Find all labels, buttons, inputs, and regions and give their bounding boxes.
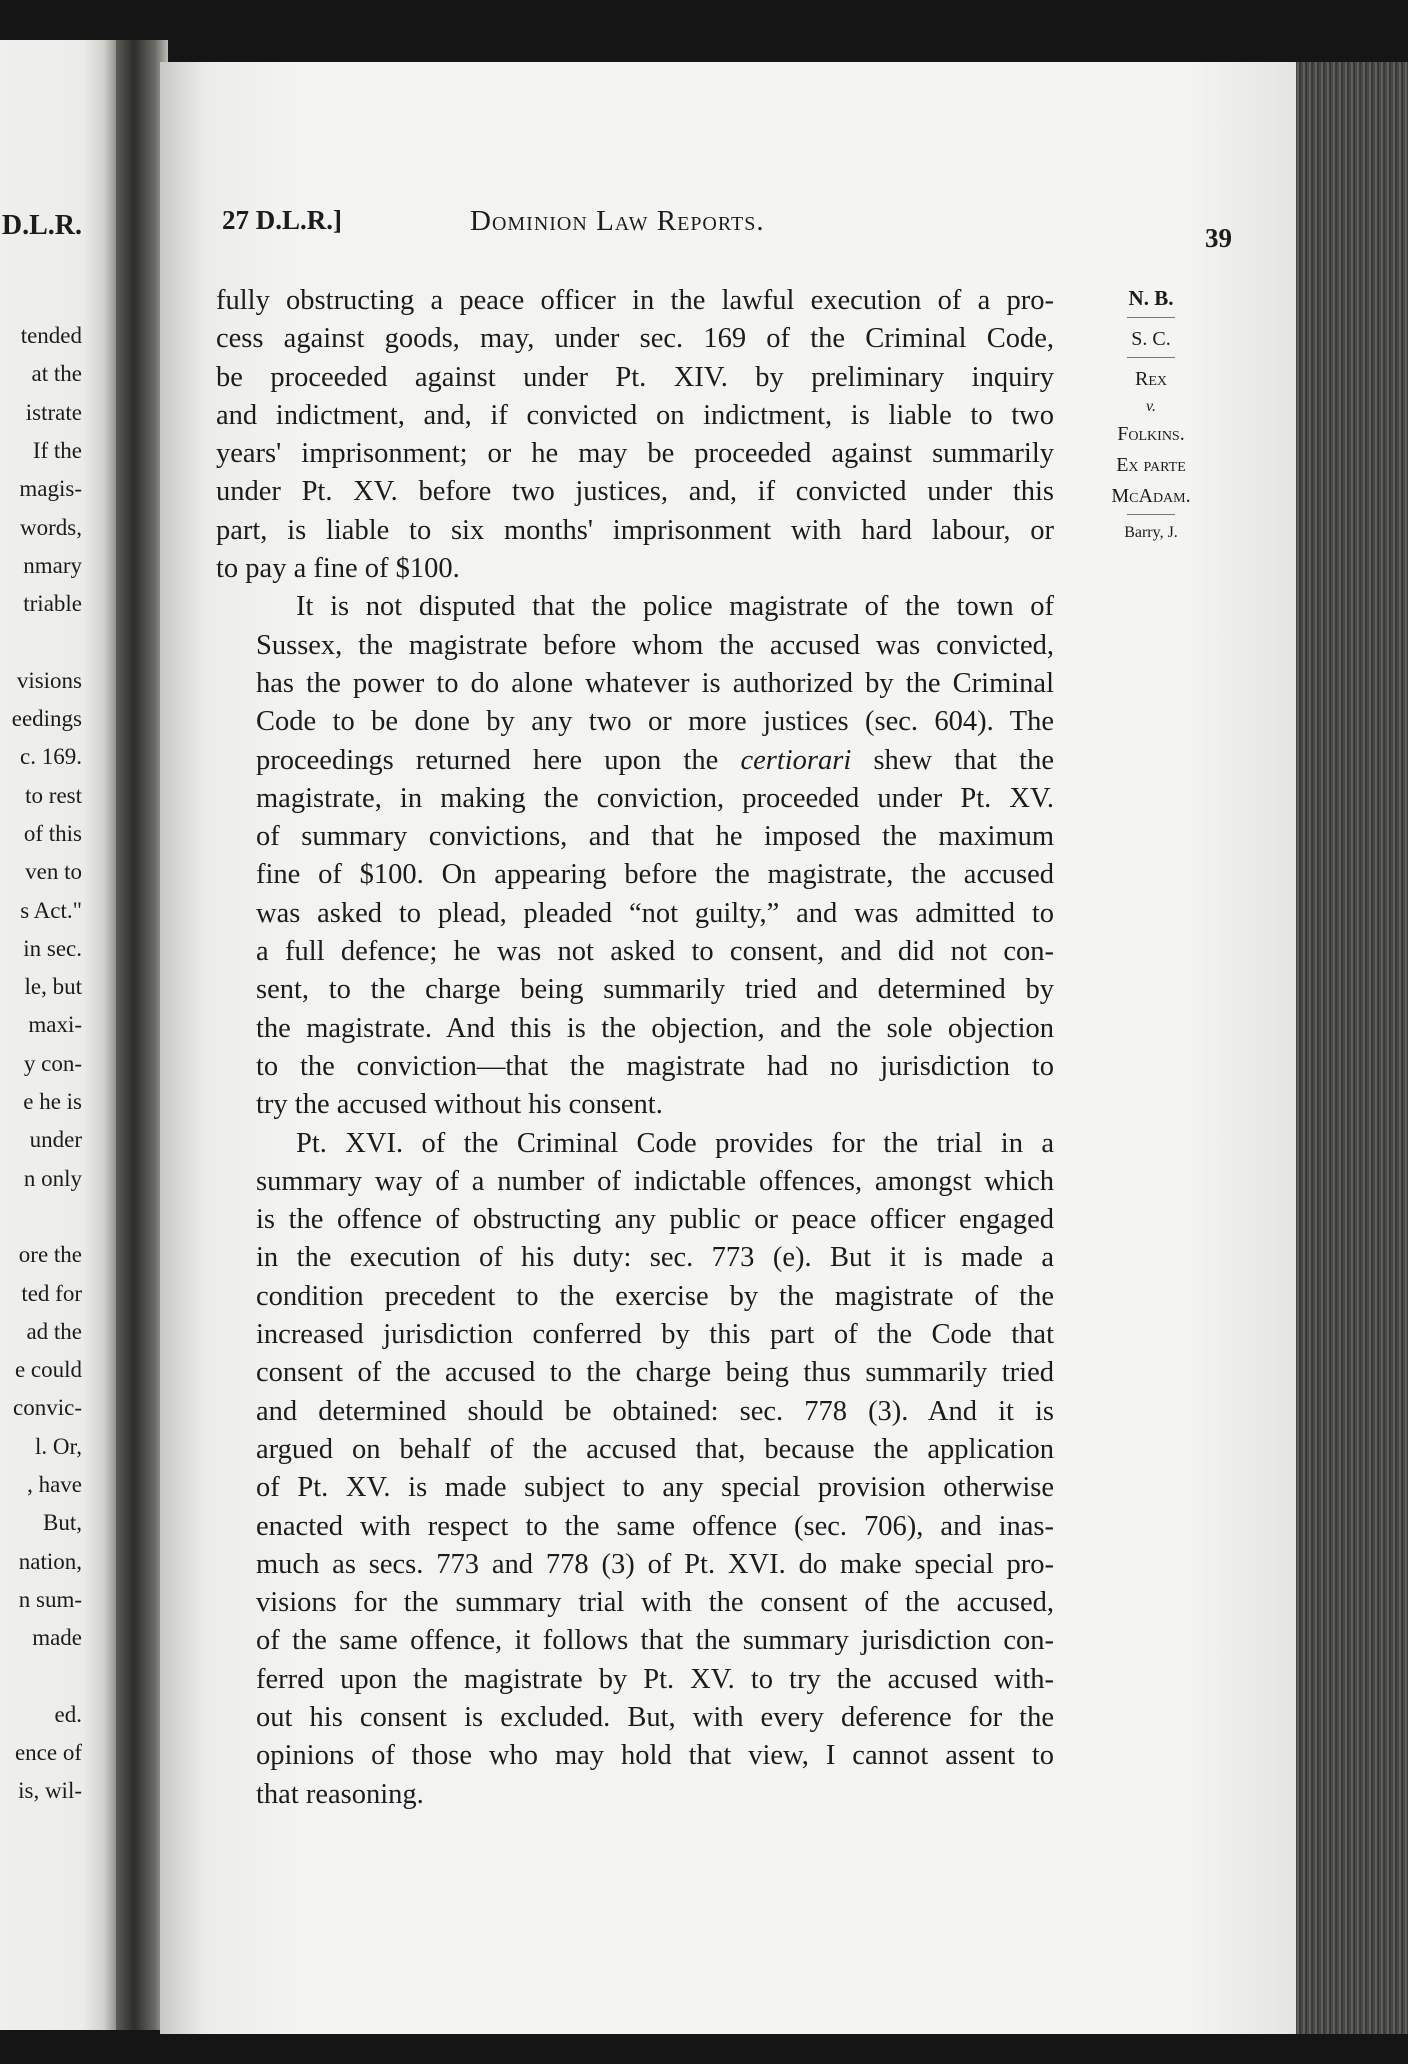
text-line: be proceeded against under Pt. XIV. by preliminary inquiry — [216, 361, 1054, 393]
publication-title: Dominion Law Reports. — [470, 205, 765, 237]
text-line: part, is liable to six months' imprisonment with hard labour, or — [216, 514, 1054, 546]
margin-rule — [1127, 357, 1175, 358]
text-line: sent, to the charge being summarily tried and determined by — [256, 974, 1054, 1006]
text-line: cess against goods, may, under sec. 169 of the Criminal Code, — [216, 323, 1054, 355]
text-line: and indictment, and, if convicted on indictment, is liable to two — [216, 399, 1054, 431]
facing-page-line: ore the — [18, 1242, 82, 1268]
facing-page-line: c. 169. — [20, 744, 82, 770]
margin-rule — [1127, 514, 1175, 515]
facing-page-line: tended — [20, 323, 82, 348]
facing-page-line: under — [29, 1127, 82, 1153]
text-line: enacted with respect to the same offence (sec. 706), and inas- — [256, 1510, 1054, 1542]
facing-page-line: y con- — [23, 1050, 82, 1076]
margin-rule — [1127, 317, 1175, 318]
facing-page-line: ed. — [54, 1701, 82, 1727]
facing-page-line: n sum- — [18, 1586, 82, 1612]
text-line: years' imprisonment; or he may be proceeded against summarily — [216, 438, 1054, 470]
margin-province: N. B. — [1128, 286, 1174, 310]
margin-judge: Barry, J. — [1124, 524, 1178, 542]
paragraph — [216, 1125, 1054, 1814]
facing-page-line: eedings — [11, 706, 82, 731]
text-line: Pt. XVI. of the Criminal Code provides for the trial in a — [296, 1127, 1054, 1159]
text-line: ferred upon the magistrate by Pt. XV. to try the accused with- — [256, 1663, 1054, 1695]
text-line: proceedings returned here upon the certiorari shew that the — [256, 744, 1054, 776]
facing-page-line: If the — [32, 437, 82, 463]
text-line: of Pt. XV. is made subject to any special provision otherwise — [256, 1472, 1054, 1504]
facing-page-line: ted for — [21, 1280, 82, 1306]
paragraph — [216, 588, 1054, 1124]
text-line: of the same offence, it follows that the summary jurisdiction con- — [256, 1625, 1054, 1657]
text-line: fine of $100. On appearing before the magistrate, the accused — [256, 859, 1054, 891]
italic-term: certiorari — [740, 744, 852, 776]
facing-page-line: made — [32, 1625, 82, 1651]
margin-case-name: Ex parte — [1116, 454, 1186, 477]
facing-page-line: l. Or, — [35, 1433, 82, 1459]
text-line: try the accused without his consent. — [256, 1089, 663, 1121]
text-line: much as secs. 773 and 778 (3) of Pt. XVI. do make special pro- — [256, 1548, 1054, 1580]
text-line: fully obstructing a peace officer in the lawful execution of a pro- — [216, 285, 1054, 316]
text-line: is the offence of obstructing any public or peace officer engaged — [256, 1204, 1054, 1236]
text-line: opinions of those who may hold that view, I cannot assent to — [256, 1740, 1054, 1772]
text-line: It is not disputed that the police magistrate of the town of — [296, 591, 1054, 623]
facing-page-line: at the — [31, 361, 82, 387]
margin-court: S. C. — [1131, 327, 1171, 350]
margin-case-name: Rex — [1134, 367, 1167, 390]
facing-page-header: D.L.R. — [1, 210, 82, 241]
facing-page-line: le, but — [24, 974, 82, 1000]
margin-case-versus: v. — [1146, 397, 1156, 415]
text-line: Sussex, the magistrate before whom the accused was convicted, — [256, 629, 1054, 661]
volume-reference: 27 D.L.R.] — [222, 205, 342, 235]
facing-page-line: to rest — [25, 782, 82, 808]
facing-page-line: ad the — [26, 1318, 82, 1344]
facing-page-line: ence of — [14, 1740, 82, 1766]
text-line: visions for the summary trial with the consent of the accused, — [256, 1587, 1054, 1619]
text-line: under Pt. XV. before two justices, and, if convicted under this — [216, 476, 1054, 508]
text-line: has the power to do alone whatever is authorized by the Criminal — [256, 667, 1054, 699]
facing-page-line: ven to — [25, 859, 82, 885]
text-line: that reasoning. — [256, 1778, 424, 1810]
margin-case-name: McAdam. — [1111, 485, 1191, 508]
judgment-text — [216, 282, 1054, 1814]
text-line: summary way of a number of indictable offences, amongst which — [256, 1165, 1054, 1197]
running-head — [222, 205, 1232, 253]
facing-page-line: of this — [23, 820, 82, 846]
facing-page-line: e could — [14, 1357, 82, 1383]
facing-page — [0, 40, 118, 2030]
text-line: was asked to plead, pleaded “not guilty,” and was admitted to — [256, 897, 1054, 929]
facing-page-line: But, — [43, 1510, 82, 1536]
text-line: Code to be done by any two or more justices (sec. 604). The — [256, 706, 1054, 738]
margin-case-name: Folkins. — [1117, 423, 1185, 446]
text-line: condition precedent to the exercise by the magistrate of the — [256, 1280, 1054, 1312]
text-line: increased jurisdiction conferred by this part of the Code that — [256, 1319, 1054, 1351]
facing-page-line: visions — [16, 667, 82, 693]
margin-notes — [1086, 282, 1216, 546]
facing-page-line: nmary — [23, 552, 82, 578]
text-line: to the conviction—that the magistrate had no jurisdiction to — [256, 1050, 1054, 1082]
facing-page-line: n only — [23, 1165, 82, 1191]
text-line: in the execution of his duty: sec. 773 (e). But it is made a — [256, 1242, 1054, 1274]
text-line: out his consent is excluded. But, with every deference for the — [256, 1701, 1054, 1733]
facing-page-line: in sec. — [23, 935, 82, 961]
text-line: magistrate, in making the conviction, proceeded under Pt. XV. — [256, 782, 1054, 814]
facing-page-line: nation, — [18, 1548, 82, 1574]
facing-page-line: istrate — [25, 399, 82, 425]
facing-page-line: is, wil- — [18, 1778, 82, 1804]
facing-page-line: magis- — [19, 476, 82, 502]
text-line: to pay a fine of $100. — [216, 553, 460, 585]
facing-page-line: , have — [27, 1472, 82, 1497]
text-line: the magistrate. And this is the objection, and the sole objection — [256, 1012, 1054, 1044]
facing-page-line: words, — [20, 514, 82, 540]
facing-page-line: convic- — [13, 1395, 82, 1421]
text-line: and determined should be obtained: sec. 778 (3). And it is — [256, 1395, 1054, 1427]
page-number: 39 — [1205, 223, 1232, 253]
facing-page-line: s Act." — [20, 897, 82, 923]
paragraph — [216, 282, 1054, 588]
text-line: of summary convictions, and that he imposed the maximum — [256, 821, 1054, 853]
text-line: a full defence; he was not asked to consent, and did not con- — [256, 936, 1054, 968]
page-edges — [1296, 62, 1408, 2034]
text-line: consent of the accused to the charge being thus summarily tried — [256, 1357, 1054, 1389]
facing-page-line: maxi- — [28, 1012, 82, 1038]
facing-page-line: e he is — [23, 1089, 82, 1114]
text-line: argued on behalf of the accused that, because the application — [256, 1433, 1054, 1465]
facing-page-line: triable — [23, 591, 82, 617]
